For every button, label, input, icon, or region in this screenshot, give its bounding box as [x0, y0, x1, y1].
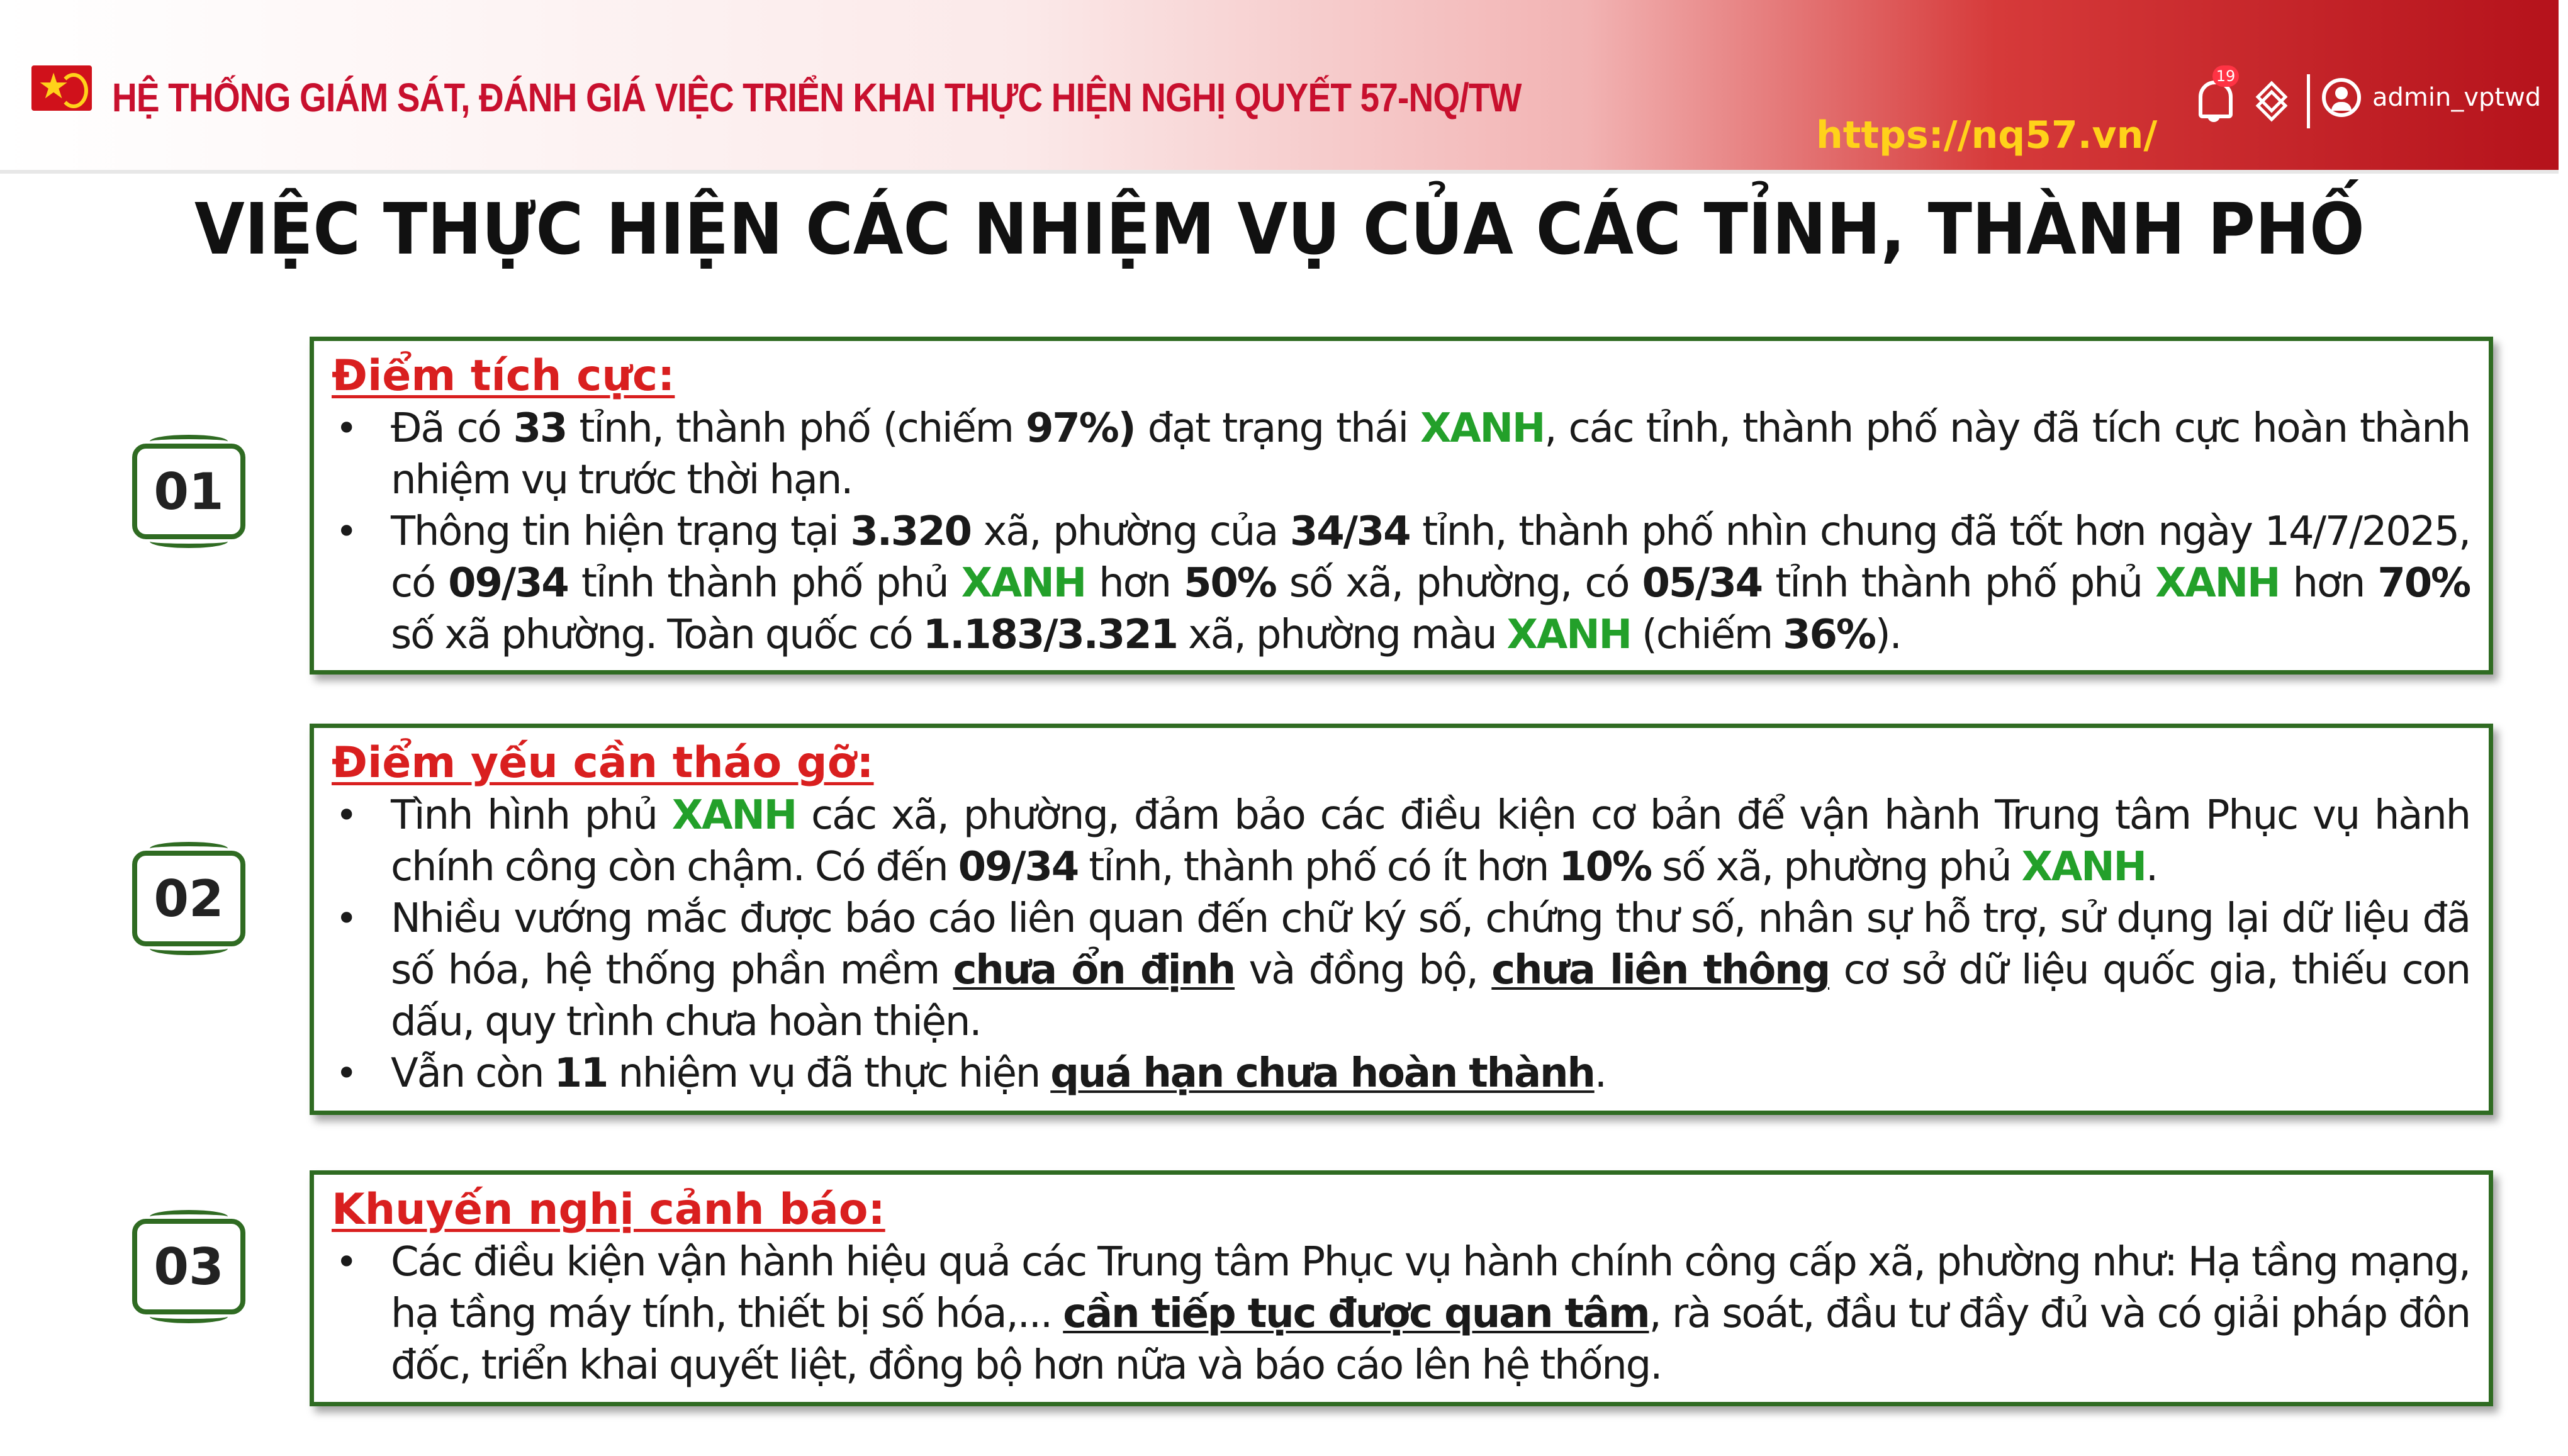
body-text: Vẫn còn: [391, 1050, 554, 1097]
header-divider: [2307, 74, 2310, 128]
section-panel-recommendation: [310, 1170, 2493, 1406]
emphasis-text: quá hạn chưa hoàn thành: [1050, 1050, 1595, 1097]
section-title: Khuyến nghị cảnh báo:: [332, 1185, 885, 1235]
section-number-badge: 03: [132, 1219, 245, 1314]
user-menu[interactable]: [2322, 69, 2568, 126]
body-text: xã, phường của: [970, 508, 1290, 555]
emphasis-text: XANH: [1420, 405, 1545, 452]
emphasis-text: XANH: [2021, 844, 2146, 890]
body-text: tỉnh thành phố phủ: [568, 560, 962, 607]
emphasis-text: XANH: [671, 792, 797, 839]
body-text: số xã, phường phủ: [1651, 844, 2022, 890]
bullet-list: [332, 790, 2470, 1099]
body-text: hơn: [1085, 560, 1184, 607]
body-text: tỉnh, thành phố (chiếm: [566, 405, 1026, 452]
notification-bell-button[interactable]: [2190, 65, 2239, 126]
emphasis-text: 09/34: [448, 560, 568, 607]
slide-heading: VIỆC THỰC HIỆN CÁC NHIỆM VỤ CỦA CÁC TỈNH, THÀNH PHỐ: [194, 189, 2365, 271]
body-text: ).: [1875, 612, 1901, 658]
emphasis-text: 34/34: [1289, 508, 1410, 555]
emphasis-text: XANH: [2155, 560, 2280, 607]
emphasis-text: chưa ổn định: [953, 947, 1235, 994]
bullet-list: [332, 403, 2470, 661]
site-url: https://nq57.vn/: [1816, 113, 2158, 157]
emphasis-text: chưa liên thông: [1491, 947, 1830, 994]
username-label: admin_vptwd: [2372, 83, 2542, 112]
emphasis-text: 36%: [1783, 612, 1875, 658]
section-number-badge: 02: [132, 851, 245, 946]
emphasis-text: 11: [554, 1050, 608, 1097]
emphasis-text: 3.320: [850, 508, 971, 555]
body-text: (chiếm: [1630, 612, 1783, 658]
emphasis-text: 09/34: [958, 844, 1079, 890]
bullet-item: [332, 1236, 2470, 1391]
bullet-item: [332, 403, 2470, 506]
caret-down-icon: ▾: [2559, 86, 2568, 109]
notification-count-badge: 19: [2212, 65, 2239, 87]
body-text: nhiệm vụ đã thực hiện: [607, 1050, 1051, 1097]
body-text: và đồng bộ,: [1235, 947, 1492, 994]
section-panel-weakness: [310, 724, 2493, 1115]
emphasis-text: cần tiếp tục được quan tâm: [1063, 1291, 1649, 1337]
body-text: số xã, phường, có: [1276, 560, 1642, 607]
body-text: hơn: [2279, 560, 2378, 607]
emphasis-text: 70%: [2377, 560, 2470, 607]
body-text: Nhiều vướng mắc được báo cáo liên quan đến chữ ký số, chứng thư số, nhân sự hỗ trợ, sử dụng lại dữ liệu đã số hóa, hệ thống phần mềm: [391, 895, 2470, 994]
emphasis-text: 97%): [1025, 405, 1135, 452]
body-text: tỉnh, thành phố nhìn chung đã tốt hơn ngày 14/7/2025, có: [391, 508, 2470, 607]
body-text: đạt trạng thái: [1135, 405, 1421, 452]
emphasis-text: 10%: [1559, 844, 1651, 890]
bullet-item: [332, 893, 2470, 1048]
section-number-badge: 01: [132, 444, 245, 539]
system-title: HỆ THỐNG GIÁM SÁT, ĐÁNH GIÁ VIỆC TRIỂN KHAI THỰC HIỆN NGHỊ QUYẾT 57-NQ/TW: [112, 75, 1522, 120]
emphasis-text: 1.183/3.321: [922, 612, 1177, 658]
top-header-bar: [0, 0, 2568, 174]
emphasis-text: 33: [513, 405, 567, 452]
body-text: cơ sở dữ liệu quốc gia, thiếu con dấu, quy trình chưa hoàn thiện.: [391, 947, 2470, 1045]
emphasis-text: XANH: [1506, 612, 1631, 658]
body-text: tỉnh thành phố phủ: [1762, 560, 2156, 607]
body-text: Đã có: [391, 405, 513, 452]
section-title: Điểm tích cực:: [332, 351, 675, 401]
body-text: số xã phường. Toàn quốc có: [391, 612, 923, 658]
emphasis-text: 05/34: [1642, 560, 1763, 607]
bullet-item: [332, 506, 2470, 661]
body-text: các xã, phường, đảm bảo các điều kiện cơ bản để vận hành Trung tâm Phục vụ hành chính công còn chậm. Có đến: [391, 792, 2470, 890]
body-text: Tình hình phủ: [391, 792, 672, 839]
body-text: tỉnh, thành phố có ít hơn: [1078, 844, 1559, 890]
body-text: .: [2145, 844, 2157, 890]
user-avatar-icon: [2322, 78, 2361, 117]
body-text: Các điều kiện vận hành hiệu quả các Trung tâm Phục vụ hành chính công cấp xã, phường như: Hạ tầng mạng, hạ tầng máy tính, thiết bị số hóa,...: [391, 1239, 2470, 1337]
bullet-item: [332, 1048, 2470, 1099]
party-flag-logo-icon: ★: [31, 65, 92, 111]
bullet-item: [332, 790, 2470, 893]
body-text: Thông tin hiện trạng tại: [391, 508, 851, 555]
body-text: xã, phường màu: [1177, 612, 1507, 658]
body-text: .: [1594, 1050, 1606, 1097]
layers-icon[interactable]: [2255, 86, 2283, 113]
body-text: , các tỉnh, thành phố này đã tích cực hoàn thành nhiệm vụ trước thời hạn.: [391, 405, 2470, 503]
body-text: , rà soát, đầu tư đầy đủ và có giải pháp đôn đốc, triển khai quyết liệt, đồng bộ hơn nữa và báo cáo lên hệ thống.: [391, 1291, 2470, 1389]
section-title: Điểm yếu cần tháo gỡ:: [332, 738, 874, 788]
bullet-list: [332, 1236, 2470, 1391]
section-panel-positive: [310, 337, 2493, 675]
emphasis-text: 50%: [1184, 560, 1276, 607]
emphasis-text: XANH: [961, 560, 1085, 607]
